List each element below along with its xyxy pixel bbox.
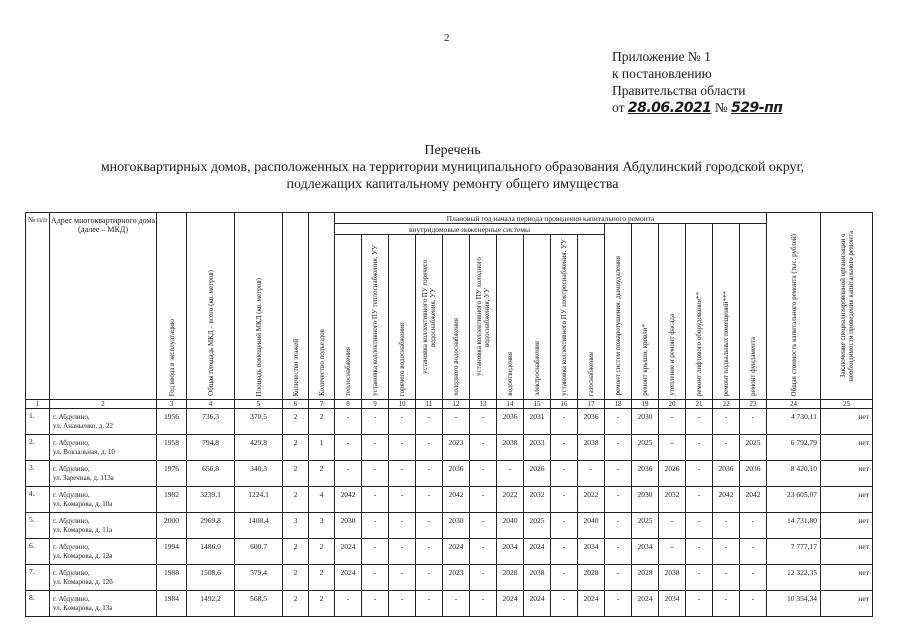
table-row — [26, 539, 873, 565]
table-row — [26, 513, 873, 539]
work-year-cell: - — [335, 461, 362, 487]
address-cell — [50, 487, 157, 513]
year-cell: 1982 — [157, 487, 187, 513]
appendix-line2: к постановлению — [612, 66, 712, 81]
work-year-cell: - — [470, 487, 497, 513]
work-year-cell: - — [443, 591, 470, 617]
column-number: 8 — [335, 400, 362, 409]
work-year-cell: - — [389, 539, 416, 565]
row-number: 7. — [26, 565, 50, 591]
header-work-col: ремонт лифтового оборудования** — [686, 224, 713, 400]
work-year-cell: - — [551, 487, 578, 513]
work-year-cell: - — [605, 435, 632, 461]
address-street: ул. Ананьенко, д. 22 — [53, 421, 113, 430]
work-year-cell: 2024 — [578, 591, 605, 617]
cost-cell: 14 731,80 — [767, 513, 821, 539]
header-address: Адрес многоквартирного дома (далее – МКД) — [50, 213, 157, 400]
work-year-cell: 2042 — [335, 487, 362, 513]
work-year-cell: - — [740, 591, 767, 617]
work-year-cell: 2025 — [740, 435, 767, 461]
work-year-cell: - — [497, 461, 524, 487]
work-year-cell: - — [389, 409, 416, 435]
appendix-block — [612, 48, 782, 117]
work-year-cell: 2022 — [578, 487, 605, 513]
address-street: ул. Комарова, д. 11а — [53, 525, 113, 534]
work-year-cell: - — [713, 409, 740, 435]
work-year-cell: - — [740, 565, 767, 591]
address-street: ул. Комарова, д. 12б — [53, 577, 113, 586]
work-year-cell: 2026 — [659, 461, 686, 487]
work-year-cell: 2028 — [578, 565, 605, 591]
work-year-cell: 2034 — [632, 539, 659, 565]
header-work-col: установка коллективного ПУ электроснабжения, УУ — [551, 235, 578, 400]
floors-cell: 2 — [283, 539, 309, 565]
work-year-cell: - — [389, 565, 416, 591]
work-year-cell: - — [551, 461, 578, 487]
floors-cell: 2 — [283, 409, 309, 435]
work-year-cell: - — [740, 409, 767, 435]
work-year-cell: - — [362, 565, 389, 591]
work-year-cell: 2036 — [497, 409, 524, 435]
floors-cell: 2 — [283, 591, 309, 617]
work-year-cell: - — [362, 409, 389, 435]
work-year-cell: - — [416, 565, 443, 591]
premises-area-cell: 429,8 — [235, 435, 283, 461]
address-cell — [50, 565, 157, 591]
header-work-col: установка коллективного ПУ холодного водоснабжения, УУ — [470, 235, 497, 400]
work-year-cell: 2038 — [524, 565, 551, 591]
work-year-cell: - — [389, 513, 416, 539]
work-year-cell: 2024 — [632, 591, 659, 617]
address-city: г. Абдулино, — [53, 542, 90, 551]
work-year-cell: - — [605, 591, 632, 617]
work-year-cell: 2040 — [578, 513, 605, 539]
conclusion-cell: нет — [821, 435, 873, 461]
buildings-table — [25, 212, 873, 617]
work-year-cell: - — [335, 409, 362, 435]
header-engineering-group: внутридомовые инженерные системы — [335, 224, 605, 235]
work-year-cell: 2031 — [524, 409, 551, 435]
work-year-cell: - — [389, 461, 416, 487]
work-year-cell: - — [740, 513, 767, 539]
work-year-cell: 2024 — [335, 539, 362, 565]
page-number: 2 — [444, 32, 450, 44]
work-year-cell: - — [551, 539, 578, 565]
column-number: 3 — [157, 400, 187, 409]
header-work-col: установка коллективного ПУ теплоснабжения, УУ — [362, 235, 389, 400]
total-area-cell: 1508,6 — [187, 565, 235, 591]
row-number: 8. — [26, 591, 50, 617]
work-year-cell: - — [389, 487, 416, 513]
cost-cell: 12 322,35 — [767, 565, 821, 591]
work-year-cell: 2024 — [443, 539, 470, 565]
table-row — [26, 435, 873, 461]
premises-area-cell: 600,7 — [235, 539, 283, 565]
table-row — [26, 409, 873, 435]
work-year-cell: - — [416, 487, 443, 513]
work-year-cell: 2025 — [524, 513, 551, 539]
work-year-cell: 2024 — [524, 539, 551, 565]
column-number: 12 — [443, 400, 470, 409]
address-street: ул. Комарова, д. 12а — [53, 551, 113, 560]
floors-cell: 2 — [283, 565, 309, 591]
header-work-col: установка коллективного ПУ горячего водоснабжения, УУ — [416, 235, 443, 400]
header-total-area: Общая площадь МКД – всего (кв. метров) — [187, 213, 235, 400]
total-area-cell: 3239,1 — [187, 487, 235, 513]
total-area-cell: 1492,2 — [187, 591, 235, 617]
column-number: 16 — [551, 400, 578, 409]
column-number: 18 — [605, 400, 632, 409]
row-number: 3. — [26, 461, 50, 487]
column-number: 13 — [470, 400, 497, 409]
work-year-cell: - — [416, 461, 443, 487]
row-number: 6. — [26, 539, 50, 565]
table-row — [26, 487, 873, 513]
premises-area-cell: 579,4 — [235, 565, 283, 591]
work-year-cell: - — [551, 513, 578, 539]
date-prefix: от — [612, 100, 625, 115]
floors-cell: 2 — [283, 435, 309, 461]
work-year-cell: 2022 — [497, 487, 524, 513]
work-year-cell: 2042 — [740, 487, 767, 513]
work-year-cell: - — [470, 565, 497, 591]
premises-area-cell: 568,5 — [235, 591, 283, 617]
year-cell: 1988 — [157, 565, 187, 591]
premises-area-cell: 340,3 — [235, 461, 283, 487]
header-work-col: электроснабжения — [524, 235, 551, 400]
address-city: г. Абдулино, — [53, 464, 90, 473]
address-street: ул. Комарова, д. 13а — [53, 603, 113, 612]
total-area-cell: 2969,8 — [187, 513, 235, 539]
work-year-cell: - — [659, 435, 686, 461]
work-year-cell: - — [659, 539, 686, 565]
work-year-cell: - — [362, 513, 389, 539]
entrances-cell: 1 — [309, 435, 335, 461]
work-year-cell: 2038 — [578, 435, 605, 461]
number-prefix: № — [714, 100, 728, 115]
total-area-cell: 1486,0 — [187, 539, 235, 565]
conclusion-cell: нет — [821, 461, 873, 487]
work-year-cell: - — [551, 409, 578, 435]
entrances-cell: 2 — [309, 461, 335, 487]
work-year-cell: - — [605, 565, 632, 591]
work-year-cell: - — [551, 591, 578, 617]
work-year-cell: - — [578, 461, 605, 487]
column-number: 14 — [497, 400, 524, 409]
year-cell: 1994 — [157, 539, 187, 565]
work-year-cell: 2036 — [740, 461, 767, 487]
work-year-cell: - — [470, 461, 497, 487]
work-year-cell: - — [686, 409, 713, 435]
work-year-cell: - — [335, 591, 362, 617]
column-number: 23 — [740, 400, 767, 409]
column-number: 20 — [659, 400, 686, 409]
column-number: 10 — [389, 400, 416, 409]
handwritten-number: 529-пп — [731, 100, 783, 116]
column-number: 21 — [686, 400, 713, 409]
header-work-col: ремонт фундамента — [740, 224, 767, 400]
year-cell: 1956 — [157, 409, 187, 435]
work-year-cell: 2025 — [632, 435, 659, 461]
work-year-cell: - — [389, 591, 416, 617]
floors-cell: 2 — [283, 461, 309, 487]
cost-cell: 23 605,07 — [767, 487, 821, 513]
work-year-cell: 2028 — [632, 565, 659, 591]
cost-cell: 10 354,34 — [767, 591, 821, 617]
address-cell — [50, 435, 157, 461]
year-cell: 2000 — [157, 513, 187, 539]
work-year-cell: - — [362, 539, 389, 565]
work-year-cell: 2032 — [659, 487, 686, 513]
document-subtitle-line2: подлежащих капитальному ремонту общего имущества — [286, 177, 619, 192]
header-work-col: горячего водоснабжения — [389, 235, 416, 400]
work-year-cell: 2024 — [497, 591, 524, 617]
work-year-cell: 2025 — [632, 513, 659, 539]
row-number: 4. — [26, 487, 50, 513]
conclusion-cell: нет — [821, 565, 873, 591]
conclusion-cell: нет — [821, 539, 873, 565]
address-cell — [50, 591, 157, 617]
work-year-cell: 2038 — [659, 565, 686, 591]
handwritten-date: 28.06.2021 — [627, 100, 712, 116]
conclusion-cell: нет — [821, 487, 873, 513]
table-row — [26, 461, 873, 487]
work-year-cell: - — [713, 539, 740, 565]
work-year-cell: - — [713, 591, 740, 617]
work-year-cell: - — [605, 409, 632, 435]
address-city: г. Абдулино, — [53, 438, 90, 447]
address-street: ул. Комарова, д. 10а — [53, 499, 113, 508]
work-year-cell: - — [740, 539, 767, 565]
work-year-cell: 2036 — [578, 409, 605, 435]
work-year-cell: - — [470, 409, 497, 435]
table-row — [26, 565, 873, 591]
cost-cell: 7 777,17 — [767, 539, 821, 565]
premises-area-cell: 370,5 — [235, 409, 283, 435]
header-plan-group: Плановый год начала периода проведения капитального ремонта — [335, 213, 767, 224]
work-year-cell: - — [605, 513, 632, 539]
work-year-cell: - — [686, 565, 713, 591]
column-number: 6 — [283, 400, 309, 409]
header-conclusion: Заключение специализированной организации о необходимости проведения капитального ремонта — [821, 213, 873, 400]
work-year-cell: 2033 — [524, 435, 551, 461]
work-year-cell: 2038 — [497, 435, 524, 461]
total-area-cell: 794,8 — [187, 435, 235, 461]
header-entrances: Количество подъездов — [309, 213, 335, 400]
work-year-cell: - — [470, 435, 497, 461]
work-year-cell: - — [470, 513, 497, 539]
work-year-cell: 2042 — [713, 487, 740, 513]
header-premises-area: Площадь помещений МКД (кв. метров) — [235, 213, 283, 400]
header-work-col: водоотведения — [497, 235, 524, 400]
work-year-cell: - — [470, 591, 497, 617]
work-year-cell: - — [362, 487, 389, 513]
work-year-cell: - — [416, 435, 443, 461]
year-cell: 1958 — [157, 435, 187, 461]
cost-cell: 6 792,79 — [767, 435, 821, 461]
premises-area-cell: 1408,4 — [235, 513, 283, 539]
column-number: 19 — [632, 400, 659, 409]
work-year-cell: 2036 — [713, 461, 740, 487]
column-number: 24 — [767, 400, 821, 409]
work-year-cell: - — [551, 565, 578, 591]
header-cost: Общая стоимость капитального ремонта (тыс. рублей) — [767, 213, 821, 400]
header-work-col: ремонт систем пожаротушения, дымоудаления — [605, 224, 632, 400]
work-year-cell: - — [605, 487, 632, 513]
appendix-line1: Приложение № 1 — [612, 49, 711, 64]
header-work-col: холодного водоснабжения — [443, 235, 470, 400]
entrances-cell: 2 — [309, 539, 335, 565]
entrances-cell: 2 — [309, 565, 335, 591]
header-work-col: газоснабжения — [578, 235, 605, 400]
work-year-cell: 2026 — [524, 461, 551, 487]
address-cell — [50, 513, 157, 539]
row-number: 1. — [26, 409, 50, 435]
work-year-cell: 2034 — [578, 539, 605, 565]
row-number: 5. — [26, 513, 50, 539]
table-row — [26, 591, 873, 617]
document-subtitle-line1: многоквартирных домов, расположенных на территории муниципального образования Абдулинский городской округ, — [100, 160, 805, 175]
work-year-cell: - — [659, 409, 686, 435]
work-year-cell: 2023 — [443, 435, 470, 461]
work-year-cell: - — [659, 513, 686, 539]
work-year-cell: - — [686, 487, 713, 513]
work-year-cell: - — [713, 513, 740, 539]
work-year-cell: - — [686, 591, 713, 617]
work-year-cell: - — [713, 565, 740, 591]
appendix-line3: Правительства области — [612, 83, 746, 98]
work-year-cell: - — [416, 409, 443, 435]
column-number-row — [26, 400, 873, 409]
document-title: Перечень — [424, 143, 481, 158]
work-year-cell: - — [362, 435, 389, 461]
column-number: 1 — [26, 400, 50, 409]
work-year-cell: 2030 — [632, 409, 659, 435]
row-number: 2. — [26, 435, 50, 461]
header-work-col: теплоснабжения — [335, 235, 362, 400]
address-city: г. Абдулино, — [53, 412, 90, 421]
work-year-cell: - — [551, 435, 578, 461]
work-year-cell: - — [416, 539, 443, 565]
work-year-cell: 2030 — [335, 513, 362, 539]
header-work-col: ремонт подвальных помещений*** — [713, 224, 740, 400]
work-year-cell: 2024 — [524, 591, 551, 617]
entrances-cell: 2 — [309, 591, 335, 617]
column-number: 17 — [578, 400, 605, 409]
work-year-cell: - — [713, 435, 740, 461]
floors-cell: 2 — [283, 487, 309, 513]
address-city: г. Абдулино, — [53, 568, 90, 577]
work-year-cell: - — [416, 513, 443, 539]
address-cell — [50, 461, 157, 487]
work-year-cell: - — [362, 591, 389, 617]
work-year-cell: 2036 — [443, 461, 470, 487]
address-cell — [50, 539, 157, 565]
cost-cell: 4 730,11 — [767, 409, 821, 435]
cost-cell: 8 420,10 — [767, 461, 821, 487]
work-year-cell: - — [389, 435, 416, 461]
total-area-cell: 736,3 — [187, 409, 235, 435]
column-number: 2 — [50, 400, 157, 409]
work-year-cell: - — [605, 539, 632, 565]
address-city: г. Абдулино, — [53, 490, 90, 499]
conclusion-cell: нет — [821, 409, 873, 435]
work-year-cell: 2030 — [632, 487, 659, 513]
column-number: 4 — [187, 400, 235, 409]
header-work-col: ремонт крыши, кровли* — [632, 224, 659, 400]
header-floors: Количество этажей — [283, 213, 309, 400]
entrances-cell: 4 — [309, 487, 335, 513]
column-number: 15 — [524, 400, 551, 409]
total-area-cell: 656,8 — [187, 461, 235, 487]
column-number: 25 — [821, 400, 873, 409]
work-year-cell: - — [686, 539, 713, 565]
column-number: 22 — [713, 400, 740, 409]
work-year-cell: 2030 — [443, 513, 470, 539]
work-year-cell: - — [335, 435, 362, 461]
column-number: 5 — [235, 400, 283, 409]
header-nn: № п/п — [26, 213, 50, 400]
work-year-cell: 2034 — [659, 591, 686, 617]
conclusion-cell: нет — [821, 591, 873, 617]
work-year-cell: - — [686, 513, 713, 539]
header-year: Год ввода в эксплуатацию — [157, 213, 187, 400]
work-year-cell: - — [686, 461, 713, 487]
year-cell: 1984 — [157, 591, 187, 617]
column-number: 9 — [362, 400, 389, 409]
year-cell: 1976 — [157, 461, 187, 487]
column-number: 11 — [416, 400, 443, 409]
entrances-cell: 3 — [309, 513, 335, 539]
entrances-cell: 2 — [309, 409, 335, 435]
work-year-cell: 2028 — [497, 565, 524, 591]
work-year-cell: 2034 — [497, 539, 524, 565]
work-year-cell: 2023 — [443, 565, 470, 591]
address-street: ул. Заречная, д. 113а — [53, 473, 114, 482]
work-year-cell: 2036 — [632, 461, 659, 487]
work-year-cell: - — [470, 539, 497, 565]
appendix-date-line — [612, 99, 782, 117]
work-year-cell: - — [605, 461, 632, 487]
floors-cell: 3 — [283, 513, 309, 539]
work-year-cell: - — [686, 435, 713, 461]
premises-area-cell: 1224,1 — [235, 487, 283, 513]
work-year-cell: - — [362, 461, 389, 487]
work-year-cell: 2042 — [443, 487, 470, 513]
address-city: г. Абдулино, — [53, 516, 90, 525]
address-city: г. Абдулино, — [53, 594, 90, 603]
work-year-cell: 2032 — [524, 487, 551, 513]
work-year-cell: 2040 — [497, 513, 524, 539]
address-cell — [50, 409, 157, 435]
work-year-cell: 2024 — [335, 565, 362, 591]
address-street: ул. Вокзальная, д. 10 — [53, 447, 115, 456]
conclusion-cell: нет — [821, 513, 873, 539]
header-work-col: утепление и ремонт фасада — [659, 224, 686, 400]
work-year-cell: - — [443, 409, 470, 435]
work-year-cell: - — [416, 591, 443, 617]
column-number: 7 — [309, 400, 335, 409]
